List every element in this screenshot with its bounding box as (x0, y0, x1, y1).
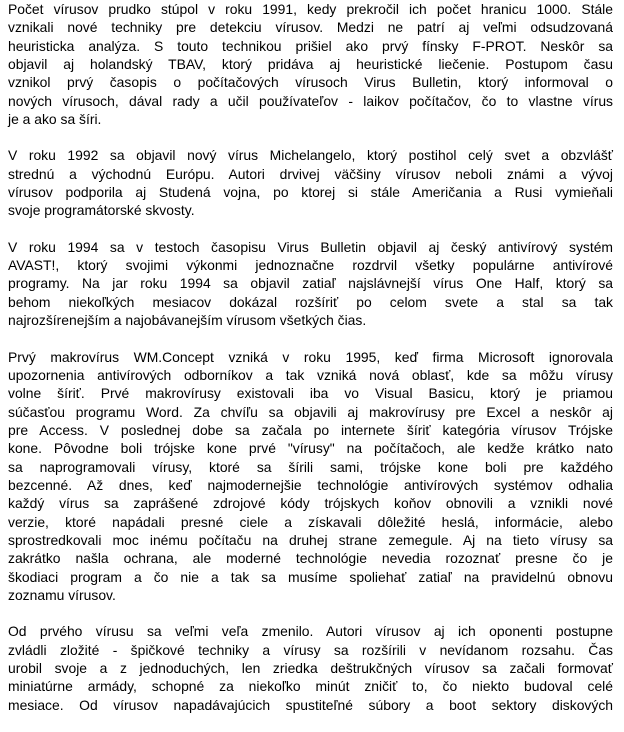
text-line: programy. Na jar roku 1994 sa objavil zatiaľ najslávnejší vírus One Half, ktorý sa (8, 275, 613, 292)
text-line: kone. Pôvodne boli trójske kone prvé "vírusy" na počítačoch, ale kedže krátko nato (8, 440, 613, 457)
text-line: vznikali nové techniky pre detekciu vírusov. Medzi ne patrí aj veľmi odsudzovaná (8, 19, 613, 36)
text-line: Počet vírusov prudko stúpol v roku 1991, kedy prekročil ich počet hranicu 1000. Stále (8, 1, 613, 17)
text-line: zvládli zložité - špičkové techniky a vírusy sa rozšírili v nevídanom rozsahu. Čas (8, 641, 613, 658)
text-line: urobil svoje a z jednoduchých, len zriedka deštrukčných vírusov sa začali formovať (8, 660, 613, 676)
text-line: strednú a východnú Európu. Autori drvivej väčšiny vírusov neboli známi a vývoj (8, 165, 613, 182)
document-body (8, 0, 613, 732)
text-line: upozornenia antivírových odborníkov a tak vzniká nová oblasť, kde sa môžu vírusy (8, 366, 613, 383)
text-line: miniatúrne armády, schopné za niekoľko minút zničiť to, čo niekto budoval celé (8, 678, 613, 695)
text-line: sprostredkovali moc inému počítaču na druhej strane zemegule. Aj na tieto vírusy sa (8, 531, 613, 548)
text-line: vírusov podporila aj Studená vojna, po ktorej si stále Američania a Rusi vymieňali (8, 184, 613, 201)
text-line: vznikol prvý časopis o počítačových vírusoch Virus Bulletin, ktorý informoval o (8, 74, 613, 91)
text-line: AVAST!, ktorý svojimi výkonmi jednoznačne rozdrvil všetky populárne antivírové (8, 257, 613, 274)
text-line: súčasťou programu Word. Za chvíľu sa objavili aj makrovírusy pre Excel a neskôr aj (8, 403, 613, 420)
paragraph (8, 146, 613, 219)
text-line: svoje programátorské skvosty. (8, 202, 195, 219)
paragraph (8, 0, 613, 128)
text-line: objavil aj holandský TBAV, ktorý pridáva aj heuristické liečenie. Postupom času (8, 56, 613, 73)
text-line: zoznamu vírusov. (8, 586, 116, 603)
text-line: Prvý makrovírus WM.Concept vzniká v roku 1995, keď firma Microsoft ignorovala (8, 348, 613, 365)
text-line: mesiace. Od vírusov napadávajúcich spustiteľné súbory a boot sektory diskových (8, 696, 613, 713)
paragraph (8, 622, 613, 714)
paragraph (8, 238, 613, 330)
text-line: verzie, ktoré napádali presné ciele a získavali dôležité heslá, informácie, alebo (8, 513, 613, 530)
text-line: škodiaci program a čo nie a tak sa musíme spoliehať zatiaľ na pravidelnú obnovu (8, 568, 613, 585)
text-line: Od prvého vírusu sa veľmi veľa zmenilo. Autori vírusov aj ich oponenti postupne (8, 623, 613, 640)
text-line: zakrátko našla ochrana, ale moderné technológie nevedia rozoznať presne čo je (8, 550, 613, 567)
text-line: pre Access. V poslednej dobe sa začala po internete šíriť kategória vírusov Trójske (8, 421, 613, 438)
text-line: behom niekoľkých mesiacov dokázal rozšíriť po celom svete a stal sa tak (8, 293, 613, 310)
text-line: sa naprogramovali vírusy, ktoré sa šírili sami, trójske kone boli pre každého (8, 458, 613, 475)
text-line: V roku 1994 sa v testoch časopisu Virus Bulletin objavil aj český antivírový systém (8, 238, 613, 255)
paragraph (8, 348, 613, 605)
text-line: nových vírusoch, dával rady a učil používateľov - laikov počítačov, čo to vlastne vírus (8, 92, 613, 109)
text-line: volne šíriť. Prvé makrovírusy existovali iba vo Visual Basicu, ktorý je priamou (8, 385, 613, 402)
text-line: bezcenné. Až dnes, keď najmodernejšie technológie antivírových systémov odhalia (8, 476, 613, 493)
text-line: najrozšírenejším a najobávanejším vírusom všetkých čias. (8, 312, 367, 329)
text-line: heuristicka analýza. S touto technikou prišiel ako prvý fínsky F-PROT. Neskôr sa (8, 37, 613, 54)
text-line: V roku 1992 sa objavil nový vírus Michelangelo, ktorý postihol celý svet a obzvlášť (8, 147, 613, 164)
text-line: každý vírus sa zaprášené zdrojové kódy trójskych koňov obnovili a vznikli nové (8, 495, 613, 512)
text-line: je a ako sa šíri. (8, 111, 102, 128)
